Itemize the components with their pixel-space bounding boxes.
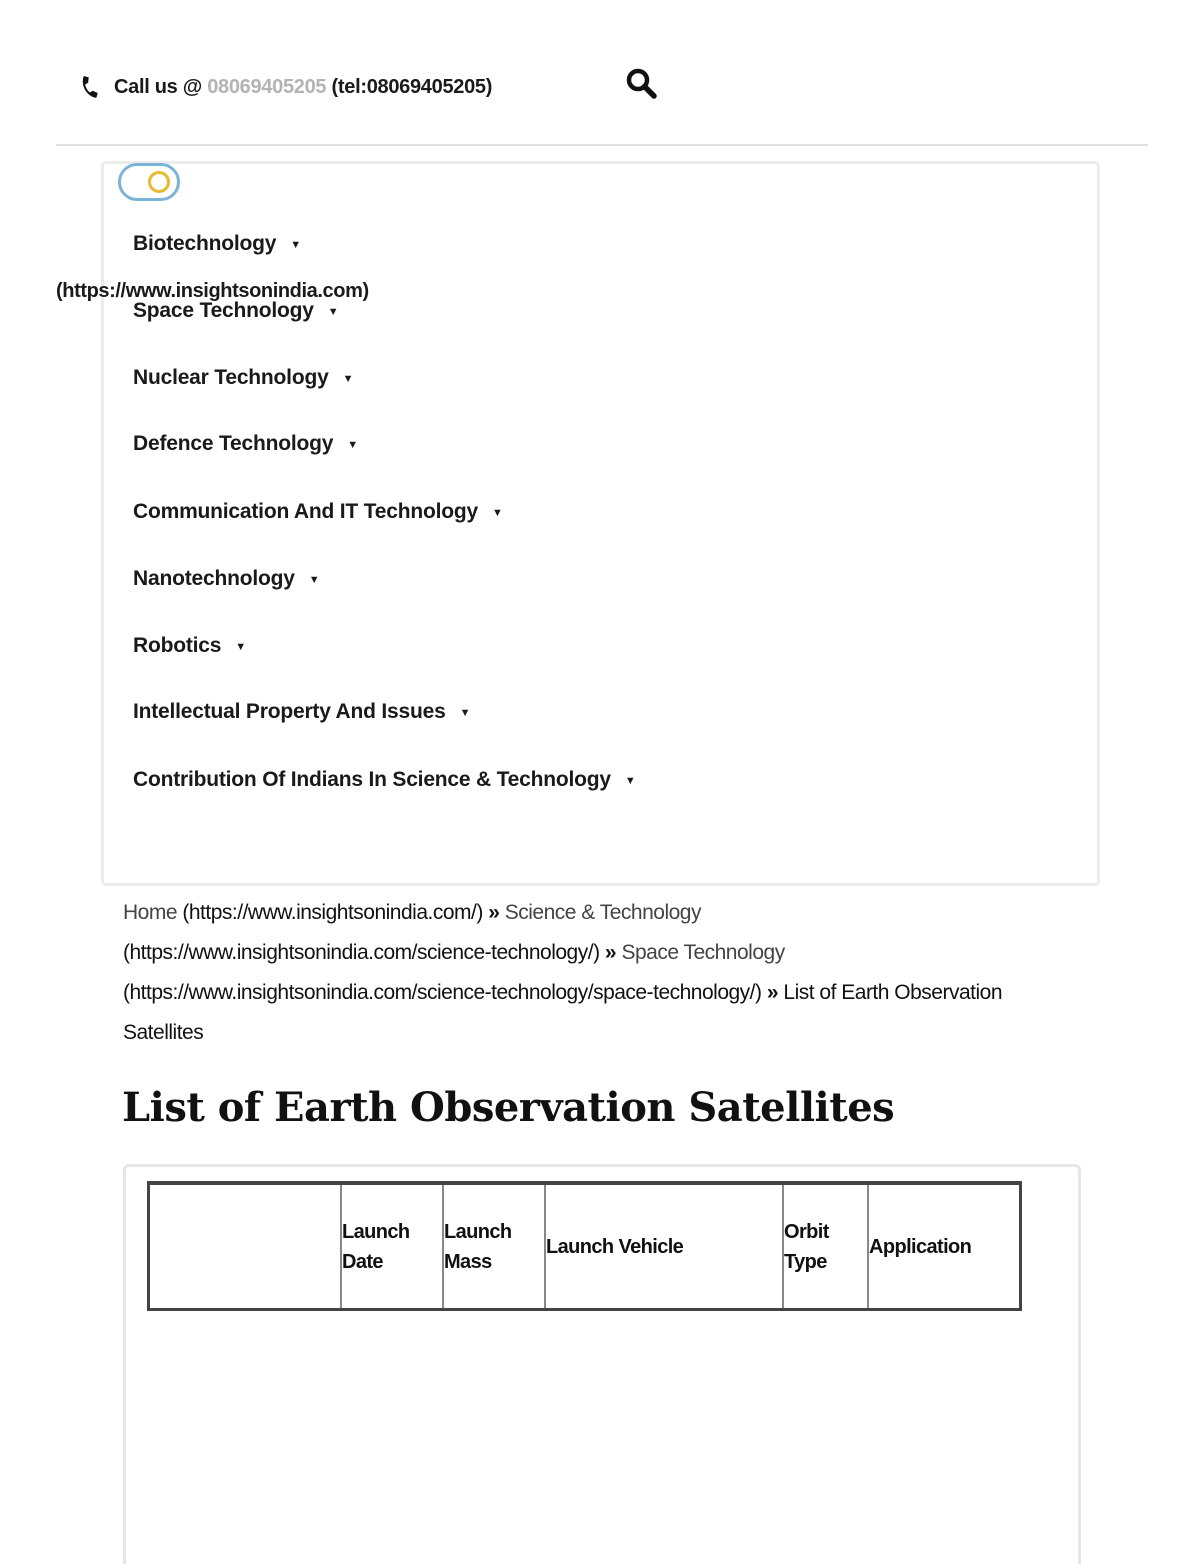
caret-down-icon: ▼ — [491, 507, 503, 519]
caret-down-icon: ▼ — [308, 574, 320, 586]
menu-item-communication-it[interactable] — [133, 497, 503, 527]
table-header-row — [150, 1185, 1019, 1308]
menu-item-label: Intellectual Property And Issues — [133, 700, 446, 723]
toggle-icon[interactable] — [118, 163, 180, 201]
satellite-table — [147, 1181, 1022, 1311]
table-header-cell: Orbit Type — [783, 1185, 868, 1308]
phone-tel-link[interactable]: (tel:08069405205) — [331, 75, 493, 98]
breadcrumb-science-url[interactable]: (https://www.insightsonindia.com/science-technology/) — [123, 941, 600, 964]
menu-item-biotechnology[interactable] — [133, 229, 301, 259]
table-header-cell: Application — [868, 1185, 1019, 1308]
table-header-cell: Launch Mass — [443, 1185, 545, 1308]
caret-down-icon: ▼ — [347, 439, 358, 451]
caret-down-icon: ▼ — [459, 707, 471, 719]
menu-item-intellectual-property[interactable] — [133, 697, 470, 727]
breadcrumb-current: List of Earth Observation Satellites — [123, 981, 1003, 1044]
caret-down-icon: ▼ — [290, 239, 301, 251]
caret-down-icon: ▼ — [342, 373, 354, 385]
breadcrumb-science-technology[interactable]: Science & Technology — [504, 901, 701, 924]
menu-item-label: Contribution Of Indians In Science & Technology — [133, 768, 611, 791]
menu-item-label: Nuclear Technology — [133, 366, 329, 389]
menu-item-label: Biotechnology — [133, 232, 277, 255]
breadcrumb-home-url[interactable]: (https://www.insightsonindia.com/) — [182, 901, 483, 924]
breadcrumb-separator: » — [488, 901, 500, 924]
menu-item-label: Communication And IT Technology — [133, 500, 478, 523]
menu-item-robotics[interactable] — [133, 631, 246, 661]
contact-bar — [78, 70, 492, 104]
search-icon[interactable] — [624, 66, 660, 102]
menu-item-nanotechnology[interactable] — [133, 564, 319, 594]
breadcrumb-home[interactable]: Home — [123, 901, 178, 924]
breadcrumb-separator: » — [604, 941, 617, 964]
menu-item-contribution-indians[interactable] — [133, 765, 636, 795]
header-divider — [56, 144, 1148, 146]
table-header-cell: Launch Date — [341, 1185, 443, 1308]
menu-item-label: Defence Technology — [133, 432, 334, 455]
phone-number-link[interactable]: 08069405205 — [207, 75, 327, 98]
phone-icon — [78, 75, 102, 99]
toggle-knob — [148, 171, 170, 193]
caret-down-icon: ▼ — [235, 641, 246, 653]
breadcrumb-separator: » — [766, 981, 779, 1004]
breadcrumb-space-technology[interactable]: Space Technology — [621, 941, 785, 964]
menu-item-defence-technology[interactable] — [133, 429, 358, 459]
breadcrumb-space-url[interactable]: (https://www.insightsonindia.com/science-technology/space-technology/) — [123, 981, 762, 1004]
call-label: Call us @ — [114, 75, 202, 98]
breadcrumb — [123, 893, 1043, 1053]
menu-item-label: Space Technology — [133, 299, 314, 322]
caret-down-icon: ▼ — [624, 775, 636, 787]
table-header-cell: Launch Vehicle — [545, 1185, 783, 1308]
table-header-cell — [150, 1185, 341, 1308]
menu-item-label: Robotics — [133, 634, 222, 657]
caret-down-icon: ▼ — [327, 306, 339, 318]
page-title: List of Earth Observation Satellites — [122, 1084, 895, 1131]
menu-item-label: Nanotechnology — [133, 567, 295, 590]
menu-item-nuclear-technology[interactable] — [133, 363, 353, 393]
site-logo-link[interactable]: (https://www.insightsonindia.com) — [56, 280, 369, 302]
